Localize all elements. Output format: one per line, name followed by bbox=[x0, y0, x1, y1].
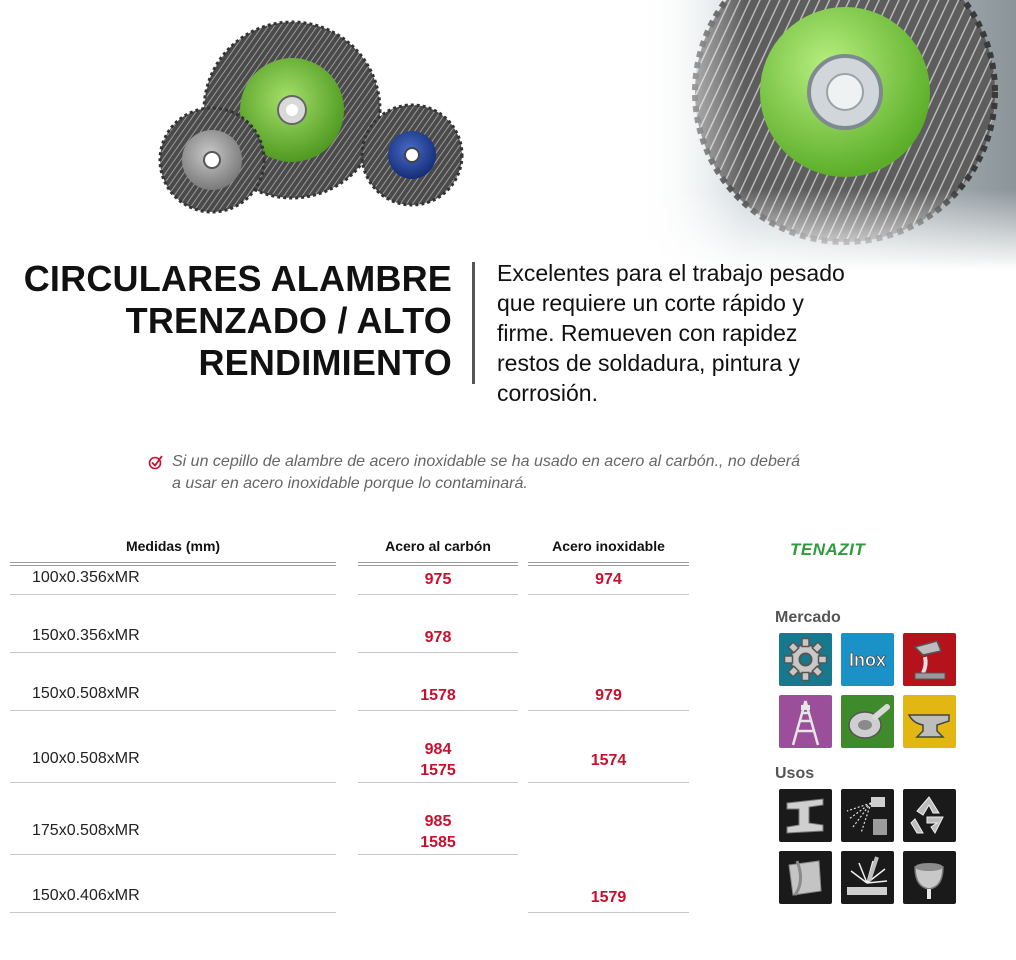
table-cell-measure: 100x0.508xMR bbox=[32, 750, 140, 767]
wire-wheel-closeup-image bbox=[640, 0, 1016, 270]
beam-icon bbox=[779, 789, 832, 842]
table-cell-measure: 150x0.406xMR bbox=[32, 887, 140, 904]
description-line: Excelentes para el trabajo pesado bbox=[497, 260, 845, 286]
row-divider bbox=[10, 652, 336, 653]
description-line: corrosión. bbox=[497, 380, 598, 406]
mercado-label: Mercado bbox=[775, 609, 841, 626]
row-divider bbox=[358, 854, 518, 855]
usage-note bbox=[172, 451, 912, 495]
row-divider bbox=[528, 912, 689, 913]
table-cell-carbon bbox=[358, 811, 518, 853]
svg-text:TENAZIT: TENAZIT bbox=[790, 540, 866, 559]
product-code: 1578 bbox=[420, 687, 456, 704]
note-line: a usar en acero inoxidable porque lo contaminará. bbox=[172, 475, 528, 492]
row-divider bbox=[10, 854, 336, 855]
wire-wheels-product-image bbox=[150, 20, 480, 230]
row-divider bbox=[358, 594, 518, 595]
header-rule bbox=[528, 562, 689, 566]
table-cell-measure: 175x0.508xMR bbox=[32, 822, 140, 839]
product-code: 979 bbox=[595, 687, 622, 704]
title-line: TRENZADO / ALTO bbox=[125, 300, 452, 341]
description-line: que requiere un corte rápido y bbox=[497, 290, 804, 316]
title-divider bbox=[472, 262, 475, 384]
ladle-icon bbox=[903, 851, 956, 904]
row-divider bbox=[10, 912, 336, 913]
product-code: 978 bbox=[424, 629, 452, 646]
spray-paint-icon bbox=[841, 789, 894, 842]
product-code: 1579 bbox=[590, 889, 627, 906]
row-divider bbox=[528, 710, 689, 711]
product-code: 975 bbox=[424, 571, 452, 588]
sheet-metal-icon bbox=[779, 851, 832, 904]
table-cell-measure: 150x0.508xMR bbox=[32, 685, 140, 702]
title-line: RENDIMIENTO bbox=[198, 342, 452, 383]
table-cell-inox bbox=[528, 887, 689, 908]
header-rule bbox=[358, 562, 518, 566]
table-cell-carbon bbox=[358, 685, 518, 706]
column-header-measure: Medidas (mm) bbox=[125, 538, 221, 554]
inox-icon bbox=[841, 633, 894, 686]
usos-label: Usos bbox=[775, 765, 815, 782]
product-code: 1585 bbox=[420, 834, 456, 851]
table-cell-carbon bbox=[358, 569, 518, 590]
title-line: CIRCULARES ALAMBRE bbox=[23, 258, 452, 299]
table-cell-measure: 150x0.356xMR bbox=[32, 627, 140, 644]
svg-text:Inox: Inox bbox=[848, 650, 887, 670]
row-divider bbox=[358, 652, 518, 653]
table-cell-measure: 100x0.356xMR bbox=[32, 569, 140, 586]
column-header-carbon: Acero al carbón bbox=[385, 538, 491, 554]
check-icon bbox=[148, 454, 164, 470]
table-cell-inox bbox=[528, 685, 689, 706]
table-cell-inox bbox=[528, 569, 689, 590]
table-cell-carbon bbox=[358, 627, 518, 648]
anvil-icon bbox=[903, 695, 956, 748]
product-code: 1575 bbox=[420, 762, 456, 779]
product-description bbox=[497, 258, 917, 408]
row-divider bbox=[358, 710, 518, 711]
foundry-icon bbox=[903, 633, 956, 686]
product-code: 1574 bbox=[590, 752, 627, 769]
page-title bbox=[20, 258, 452, 384]
row-divider bbox=[358, 782, 518, 783]
description-line: restos de soldadura, pintura y bbox=[497, 350, 801, 376]
row-divider bbox=[10, 594, 336, 595]
gear-icon bbox=[779, 633, 832, 686]
column-header-inox: Acero inoxidable bbox=[552, 538, 665, 554]
product-code: 985 bbox=[424, 813, 452, 830]
table-cell-inox bbox=[528, 750, 689, 771]
header-rule bbox=[10, 562, 336, 566]
grinder-icon bbox=[841, 695, 894, 748]
row-divider bbox=[528, 782, 689, 783]
row-divider bbox=[528, 594, 689, 595]
description-line: firme. Remueven con rapidez bbox=[497, 320, 798, 346]
recycle-icon bbox=[903, 789, 956, 842]
note-line: Si un cepillo de alambre de acero inoxidable se ha usado en acero al carbón., no deberá bbox=[172, 453, 800, 470]
row-divider bbox=[10, 710, 336, 711]
oil-rig-icon bbox=[779, 695, 832, 748]
table-cell-carbon bbox=[358, 739, 518, 781]
product-code: 984 bbox=[424, 741, 452, 758]
row-divider bbox=[10, 782, 336, 783]
tenazit-logo bbox=[790, 538, 890, 560]
product-code: 974 bbox=[595, 571, 622, 588]
welding-spark-icon bbox=[841, 851, 894, 904]
